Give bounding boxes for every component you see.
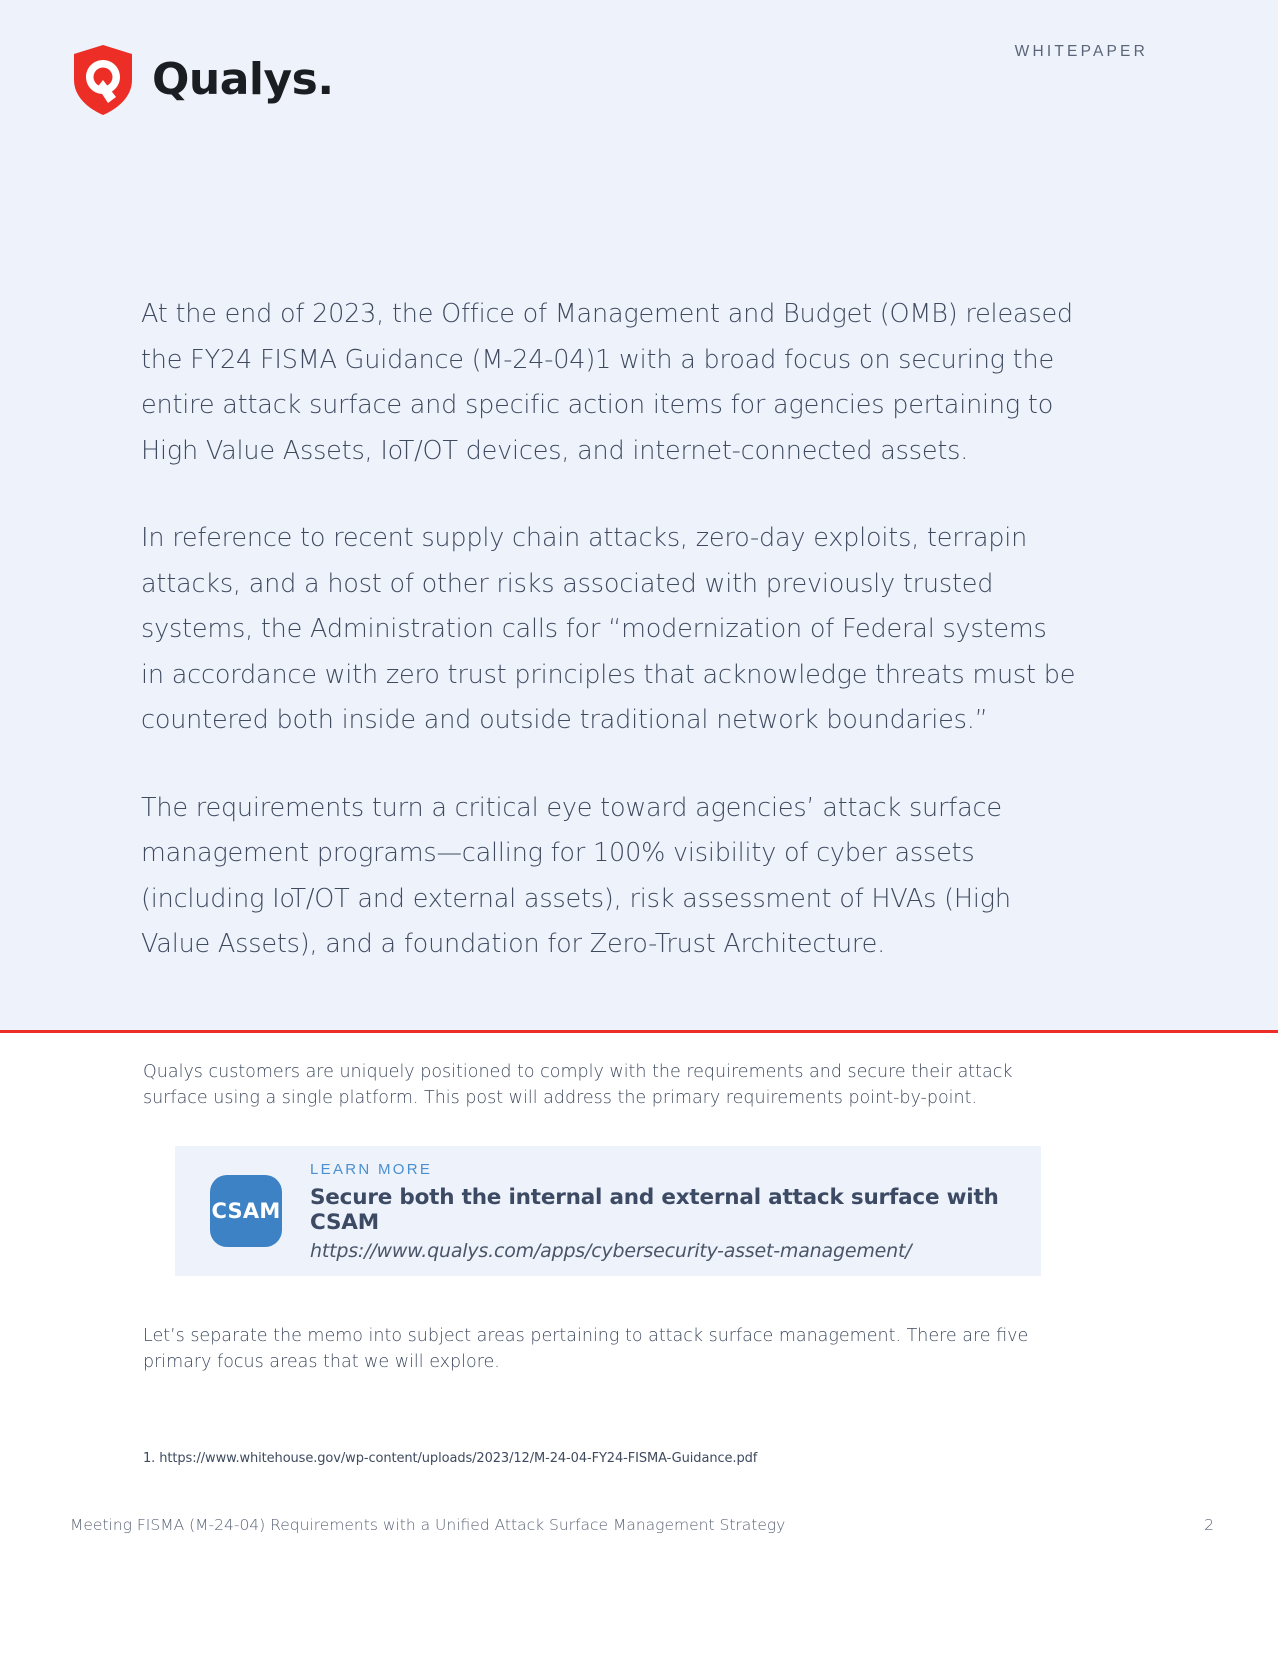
learn-more-callout[interactable] <box>175 1146 1041 1276</box>
callout-eyebrow-label: LEARN MORE <box>310 1160 433 1178</box>
callout-title: Secure both the internal and external attack surface with CSAM <box>310 1184 999 1235</box>
callout-text-block <box>310 1161 1041 1262</box>
callout-url-link[interactable]: https://www.qualys.com/apps/cybersecurity-asset-management/ <box>310 1239 912 1262</box>
lead-paragraph-2: In reference to recent supply chain attacks, zero-day exploits, terrapin attacks, and a host of other risks associated with previously trusted systems, the Administration calls for “modernization of Federal systems in accordance with zero trust principles that acknowledge threats must be countered both inside and outside traditional network boundaries.” <box>141 523 1076 735</box>
qualys-wordmark: Qualys. <box>152 54 334 105</box>
body-intro-paragraph: Qualys customers are uniquely positioned to comply with the requirements and secure their attack surface using a single platform. This post will address the primary requirements point-by-point. <box>143 1062 1013 1108</box>
footnote-reference[interactable]: 1. https://www.whitehouse.gov/wp-content/uploads/2023/12/M-24-04-FY24-FISMA-Guidance.pdf <box>143 1451 758 1466</box>
qualys-logo <box>72 44 334 116</box>
csam-icon-label: CSAM <box>211 1199 281 1223</box>
page-footer <box>0 1502 1278 1562</box>
lead-paragraph-3: The requirements turn a critical eye toward agencies’ attack surface management programs—calling for 100% visibility of cyber assets (including IoT/OT and external assets), risk assessment of HVAs (High Value Assets), and a foundation for Zero-Trust Architecture. <box>141 792 1011 959</box>
qualys-shield-logo-icon <box>72 44 134 116</box>
lead-paragraphs <box>141 292 1076 968</box>
document-type-tag: WHITEPAPER <box>1014 43 1148 60</box>
body-outro-paragraph: Let’s separate the memo into subject areas pertaining to attack surface management. There are five primary focus areas that we will explore. <box>143 1326 1029 1372</box>
lead-paragraph-1: At the end of 2023, the Office of Management and Budget (OMB) released the FY24 FISMA Guidance (M-24-04)1 with a broad focus on securing the entire attack surface and specific action items for agencies pertaining to High Value Assets, IoT/OT devices, and internet-connected assets. <box>141 299 1073 466</box>
page-header <box>0 0 1278 150</box>
body-section <box>0 1033 1278 1658</box>
csam-app-icon <box>210 1175 282 1247</box>
footer-document-title: Meeting FISMA (M-24-04) Requirements with a Unified Attack Surface Management Strategy <box>70 1516 786 1534</box>
footer-page-number: 2 <box>1204 1516 1214 1534</box>
